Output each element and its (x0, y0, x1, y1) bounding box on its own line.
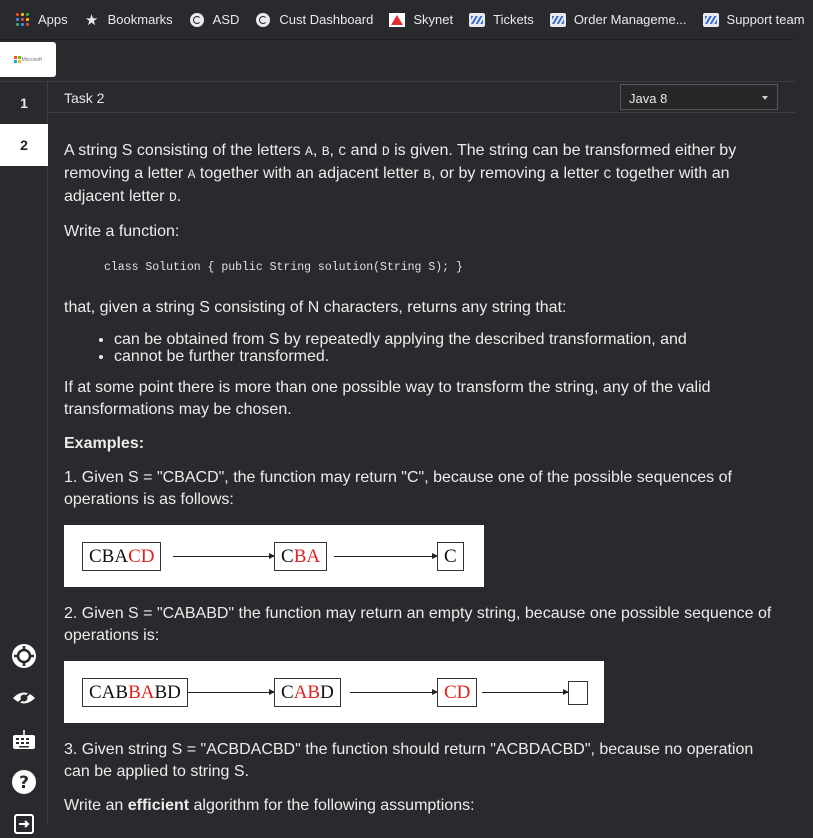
example-1-diagram (64, 525, 484, 587)
write-function-text: Write a function: (64, 223, 180, 240)
diagram-text: D (320, 681, 334, 703)
list-item: • can be obtained from S by repeatedly applying the described transformation, and (114, 331, 774, 348)
bookmark-apps[interactable] (0, 6, 76, 34)
letter-code: D (168, 190, 177, 205)
text-span: Write an (64, 797, 128, 814)
bookmark-order-management[interactable] (542, 6, 695, 34)
task-tab-1[interactable]: 1 (20, 95, 28, 111)
diagram-highlight: BA (128, 681, 155, 703)
bookmark-label: Apps (38, 12, 68, 27)
logo-text: Microsoft (21, 56, 42, 63)
skynet-icon (389, 12, 405, 28)
diagram-step-box (437, 542, 464, 571)
letter-code: D (381, 144, 390, 159)
bookmark-label: Tickets (493, 12, 534, 27)
language-value: Java 8 (629, 91, 668, 106)
example-1-text: 1. Given S = "CBACD", the function may return "C", because one of the possible sequences of operations is as follows: (64, 469, 732, 508)
keyboard-icon[interactable] (10, 726, 38, 754)
task-tab-2[interactable]: 2 (0, 124, 48, 166)
transformation-note: If at some point there is more than one possible way to transform the string, any of the valid transformations may be chosen. (64, 379, 711, 418)
bookmark-cust-dashboard[interactable] (247, 6, 381, 34)
language-select[interactable] (620, 84, 778, 110)
letter-code: C (338, 144, 347, 159)
arrow-icon (482, 692, 568, 693)
task-title: Task 2 (64, 90, 105, 106)
globe-icon (255, 12, 271, 28)
text-span: together with an adjacent letter (195, 165, 424, 182)
letter-code: B (321, 144, 330, 159)
bookmark-label: Order Manageme... (573, 12, 687, 27)
diagram-step-box (274, 678, 341, 707)
requirement-text: that, given a string S consisting of N characters, returns any string that: (64, 299, 567, 316)
settings-icon[interactable] (10, 642, 38, 670)
diagram-highlight: AB (293, 681, 321, 703)
globe-icon (189, 12, 205, 28)
arrow-icon (188, 692, 274, 693)
bookmark-bookmarks[interactable] (76, 6, 181, 34)
diagram-step-box (437, 678, 477, 707)
letter-code: A (305, 144, 313, 159)
assumptions-text (64, 795, 774, 817)
example-2-text: 2. Given S = "CABABD" the function may return an empty string, because one possible sequence of operations is: (64, 605, 772, 644)
diagram-text: CAB (89, 681, 129, 703)
header-strip (0, 40, 796, 82)
text-bold: efficient (127, 797, 190, 814)
diagram-text: BD (154, 681, 181, 703)
bookmark-asd[interactable] (181, 6, 248, 34)
diagram-highlight: BA (293, 545, 321, 567)
bookmark-label: Cust Dashboard (279, 12, 374, 27)
visibility-icon[interactable] (10, 684, 38, 712)
example-3-text: 3. Given string S = "ACBDACBD" the function should return "ACBDACBD", because no operation can be applied to string S. (64, 741, 754, 780)
bookmark-support-team[interactable] (695, 6, 813, 34)
company-logo (0, 42, 56, 77)
arrow-icon (334, 556, 437, 557)
diagram-text: C (281, 681, 294, 703)
star-icon: ★ (84, 11, 99, 29)
diagram-step-box (82, 542, 161, 571)
letter-code: C (603, 167, 612, 182)
function-signature: class Solution { public String solution(String S); } (104, 261, 463, 274)
text-span: , or by removing a letter (430, 165, 604, 182)
bookmarks-bar (0, 0, 805, 40)
svg-text:?: ? (19, 773, 29, 793)
problem-intro: A string S consisting of the letters A, B, C and D is given. The string can be transformed either by removing a letter A together with an adjacent letter B, or by removing a letter C together with an adjacent letter D. (64, 142, 737, 205)
bookmark-label: Bookmarks (107, 12, 173, 27)
task-header (48, 82, 796, 113)
requirement-list (114, 331, 774, 365)
diagram-text: C (281, 545, 294, 567)
text-span: is given. The string can be transformed either by removing a letter (64, 142, 737, 182)
bookmark-label: ASD (212, 12, 240, 27)
bookmark-tickets[interactable] (461, 6, 542, 34)
text-span: together with an adjacent letter (64, 165, 730, 205)
microsoft-logo-icon (14, 56, 21, 63)
diagram-highlight: CD (444, 681, 471, 703)
examples-heading: Examples: (64, 435, 145, 452)
zendesk-icon (469, 12, 485, 28)
diagram-text: CBA (89, 545, 129, 567)
arrow-icon (350, 692, 437, 693)
bookmark-skynet[interactable] (381, 6, 461, 34)
text-span: A string S consisting of the letters (64, 142, 306, 159)
diagram-text: C (444, 545, 457, 567)
zendesk-icon (703, 12, 719, 28)
diagram-highlight: CD (128, 545, 155, 567)
exit-icon[interactable] (10, 810, 38, 838)
example-2-diagram (64, 661, 604, 723)
bookmark-label: Skynet (413, 12, 454, 27)
diagram-step-box (82, 678, 188, 707)
task-sidebar (0, 82, 48, 825)
diagram-step-box (274, 542, 327, 571)
letter-code: A (187, 167, 196, 182)
bookmark-label: Support team (726, 12, 805, 27)
chevron-down-icon (762, 96, 768, 100)
list-item: • cannot be further transformed. (114, 348, 774, 365)
text-span: algorithm for the following assumptions: (189, 797, 475, 814)
arrow-icon (173, 556, 274, 557)
zendesk-icon (550, 12, 566, 28)
apps-grid-icon (14, 12, 30, 28)
empty-result-box (568, 681, 588, 705)
problem-description (64, 140, 774, 829)
help-icon[interactable] (10, 768, 38, 796)
letter-code: B (423, 167, 431, 182)
